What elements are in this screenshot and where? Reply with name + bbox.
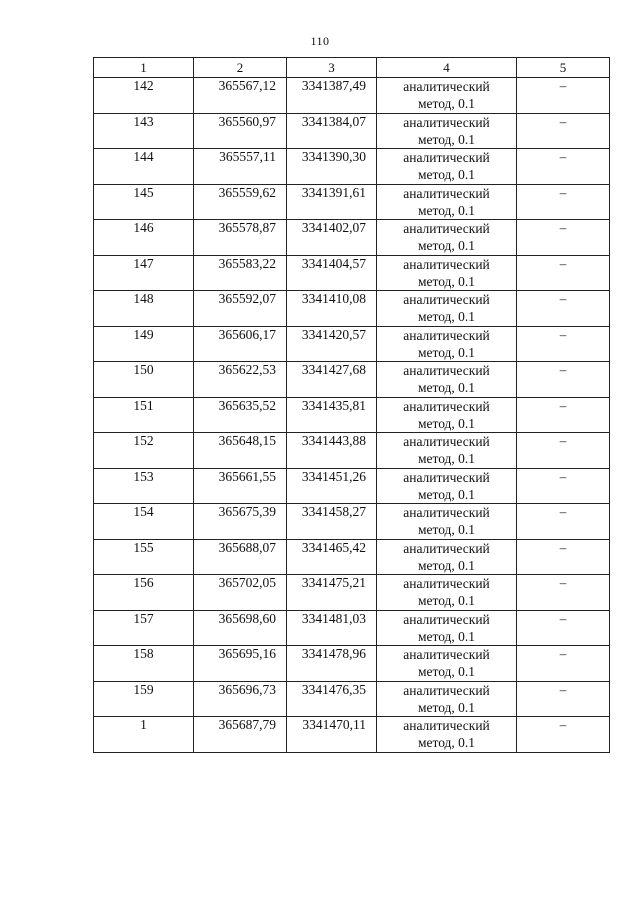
point-number-cell: 150 — [94, 362, 194, 398]
method-line-2: метод, 0.1 — [417, 557, 476, 573]
method-line-1: аналитический — [403, 79, 490, 94]
method-line-2: метод, 0.1 — [417, 593, 476, 608]
table-row — [94, 504, 610, 540]
table-row — [94, 539, 610, 575]
note-cell: – — [517, 575, 610, 611]
point-number-cell: 159 — [94, 681, 194, 717]
column-header-note: 5 — [517, 58, 610, 78]
method-line-1: аналитический — [403, 398, 490, 414]
note-cell: – — [517, 468, 610, 504]
method-line-1: аналитический — [403, 611, 490, 627]
table-body — [94, 78, 610, 753]
table-row — [94, 255, 610, 291]
point-number-cell: 144 — [94, 149, 194, 185]
x-coordinate-cell: 365635,52 — [194, 397, 287, 433]
method-cell — [377, 184, 517, 220]
x-coordinate-cell: 365688,07 — [194, 539, 287, 575]
table-header-row — [94, 58, 610, 78]
method-cell — [377, 575, 517, 611]
y-coordinate-cell: 3341384,07 — [287, 113, 377, 149]
method-line-1: аналитический — [403, 292, 490, 307]
method-line-1: аналитический — [403, 682, 490, 698]
note-cell: – — [517, 149, 610, 185]
x-coordinate-cell: 365592,07 — [194, 291, 287, 327]
column-header-method: 4 — [377, 58, 517, 78]
point-number-cell: 151 — [94, 397, 194, 433]
point-number-cell: 142 — [94, 78, 194, 114]
table-row — [94, 362, 610, 398]
point-number-cell: 155 — [94, 539, 194, 575]
coordinates-table — [93, 57, 610, 753]
point-number-cell: 143 — [94, 113, 194, 149]
point-number-cell: 158 — [94, 646, 194, 682]
method-line-1: аналитический — [403, 576, 490, 591]
point-number-cell: 147 — [94, 255, 194, 291]
method-line-1: аналитический — [403, 327, 490, 343]
method-cell — [377, 610, 517, 646]
x-coordinate-cell: 365560,97 — [194, 113, 287, 149]
table-row — [94, 113, 610, 149]
y-coordinate-cell: 3341391,61 — [287, 184, 377, 220]
method-cell — [377, 468, 517, 504]
method-line-2: метод, 0.1 — [417, 380, 476, 395]
note-cell: – — [517, 681, 610, 717]
method-cell — [377, 291, 517, 327]
table-row — [94, 433, 610, 469]
point-number-cell: 148 — [94, 291, 194, 327]
method-line-2: метод, 0.1 — [417, 522, 476, 537]
method-line-1: аналитический — [403, 363, 490, 378]
method-cell — [377, 255, 517, 291]
table-row — [94, 610, 610, 646]
x-coordinate-cell: 365622,53 — [194, 362, 287, 398]
method-line-2: метод, 0.1 — [417, 202, 476, 218]
y-coordinate-cell: 3341390,30 — [287, 149, 377, 185]
method-cell — [377, 326, 517, 362]
method-line-2: метод, 0.1 — [417, 628, 476, 644]
y-coordinate-cell: 3341481,03 — [287, 610, 377, 646]
point-number-cell: 152 — [94, 433, 194, 469]
method-line-2: метод, 0.1 — [417, 273, 476, 289]
table-row — [94, 717, 610, 753]
y-coordinate-cell: 3341475,21 — [287, 575, 377, 611]
x-coordinate-cell: 365695,16 — [194, 646, 287, 682]
method-line-2: метод, 0.1 — [417, 486, 476, 502]
method-cell — [377, 78, 517, 114]
table-row — [94, 78, 610, 114]
x-coordinate-cell: 365578,87 — [194, 220, 287, 256]
table-row — [94, 149, 610, 185]
method-line-1: аналитический — [403, 469, 490, 485]
point-number-cell: 153 — [94, 468, 194, 504]
method-line-2: метод, 0.1 — [417, 96, 476, 111]
x-coordinate-cell: 365687,79 — [194, 717, 287, 753]
y-coordinate-cell: 3341404,57 — [287, 255, 377, 291]
method-line-2: метод, 0.1 — [417, 451, 476, 466]
table-row — [94, 681, 610, 717]
table-row — [94, 220, 610, 256]
method-line-1: аналитический — [403, 114, 490, 130]
y-coordinate-cell: 3341410,08 — [287, 291, 377, 327]
note-cell: – — [517, 220, 610, 256]
method-line-1: аналитический — [403, 185, 490, 201]
y-coordinate-cell: 3341478,96 — [287, 646, 377, 682]
method-line-2: метод, 0.1 — [417, 238, 476, 253]
method-line-1: аналитический — [403, 647, 490, 662]
method-cell — [377, 220, 517, 256]
note-cell: – — [517, 539, 610, 575]
method-line-2: метод, 0.1 — [417, 309, 476, 324]
point-number-cell: 156 — [94, 575, 194, 611]
point-number-cell: 149 — [94, 326, 194, 362]
x-coordinate-cell: 365698,60 — [194, 610, 287, 646]
column-header-point-number: 1 — [94, 58, 194, 78]
table-row — [94, 184, 610, 220]
x-coordinate-cell: 365559,62 — [194, 184, 287, 220]
y-coordinate-cell: 3341465,42 — [287, 539, 377, 575]
method-line-1: аналитический — [403, 221, 490, 236]
method-cell — [377, 681, 517, 717]
note-cell: – — [517, 326, 610, 362]
method-line-2: метод, 0.1 — [417, 344, 476, 360]
note-cell: – — [517, 504, 610, 540]
note-cell: – — [517, 184, 610, 220]
y-coordinate-cell: 3341451,26 — [287, 468, 377, 504]
y-coordinate-cell: 3341458,27 — [287, 504, 377, 540]
note-cell: – — [517, 291, 610, 327]
note-cell: – — [517, 646, 610, 682]
method-cell — [377, 504, 517, 540]
point-number-cell: 1 — [94, 717, 194, 753]
method-cell — [377, 113, 517, 149]
method-cell — [377, 539, 517, 575]
method-line-1: аналитический — [403, 540, 490, 556]
method-line-2: метод, 0.1 — [417, 415, 476, 431]
method-line-1: аналитический — [403, 256, 490, 272]
x-coordinate-cell: 365661,55 — [194, 468, 287, 504]
y-coordinate-cell: 3341420,57 — [287, 326, 377, 362]
y-coordinate-cell: 3341470,11 — [287, 717, 377, 753]
point-number-cell: 145 — [94, 184, 194, 220]
point-number-cell: 146 — [94, 220, 194, 256]
method-line-2: метод, 0.1 — [417, 167, 476, 182]
method-cell — [377, 397, 517, 433]
x-coordinate-cell: 365567,12 — [194, 78, 287, 114]
table-row — [94, 397, 610, 433]
x-coordinate-cell: 365583,22 — [194, 255, 287, 291]
note-cell: – — [517, 362, 610, 398]
note-cell: – — [517, 78, 610, 114]
x-coordinate-cell: 365606,17 — [194, 326, 287, 362]
y-coordinate-cell: 3341402,07 — [287, 220, 377, 256]
x-coordinate-cell: 365702,05 — [194, 575, 287, 611]
column-header-y: 3 — [287, 58, 377, 78]
note-cell: – — [517, 113, 610, 149]
method-line-2: метод, 0.1 — [417, 735, 476, 750]
method-line-1: аналитический — [403, 434, 490, 449]
column-header-x: 2 — [194, 58, 287, 78]
table-row — [94, 575, 610, 611]
method-line-1: аналитический — [403, 718, 490, 733]
method-cell — [377, 717, 517, 753]
method-cell — [377, 362, 517, 398]
x-coordinate-cell: 365675,39 — [194, 504, 287, 540]
table-row — [94, 326, 610, 362]
method-line-1: аналитический — [403, 150, 490, 165]
method-cell — [377, 433, 517, 469]
page-number: 110 — [310, 34, 330, 48]
method-cell — [377, 149, 517, 185]
note-cell: – — [517, 610, 610, 646]
y-coordinate-cell: 3341443,88 — [287, 433, 377, 469]
point-number-cell: 157 — [94, 610, 194, 646]
method-line-2: метод, 0.1 — [417, 699, 476, 715]
y-coordinate-cell: 3341387,49 — [287, 78, 377, 114]
table-row — [94, 291, 610, 327]
y-coordinate-cell: 3341427,68 — [287, 362, 377, 398]
note-cell: – — [517, 433, 610, 469]
table-row — [94, 468, 610, 504]
note-cell: – — [517, 717, 610, 753]
y-coordinate-cell: 3341435,81 — [287, 397, 377, 433]
method-line-2: метод, 0.1 — [417, 664, 476, 679]
method-line-1: аналитический — [403, 505, 490, 520]
method-cell — [377, 646, 517, 682]
x-coordinate-cell: 365557,11 — [194, 149, 287, 185]
table-row — [94, 646, 610, 682]
note-cell: – — [517, 255, 610, 291]
x-coordinate-cell: 365648,15 — [194, 433, 287, 469]
note-cell: – — [517, 397, 610, 433]
y-coordinate-cell: 3341476,35 — [287, 681, 377, 717]
x-coordinate-cell: 365696,73 — [194, 681, 287, 717]
point-number-cell: 154 — [94, 504, 194, 540]
method-line-2: метод, 0.1 — [417, 131, 476, 147]
